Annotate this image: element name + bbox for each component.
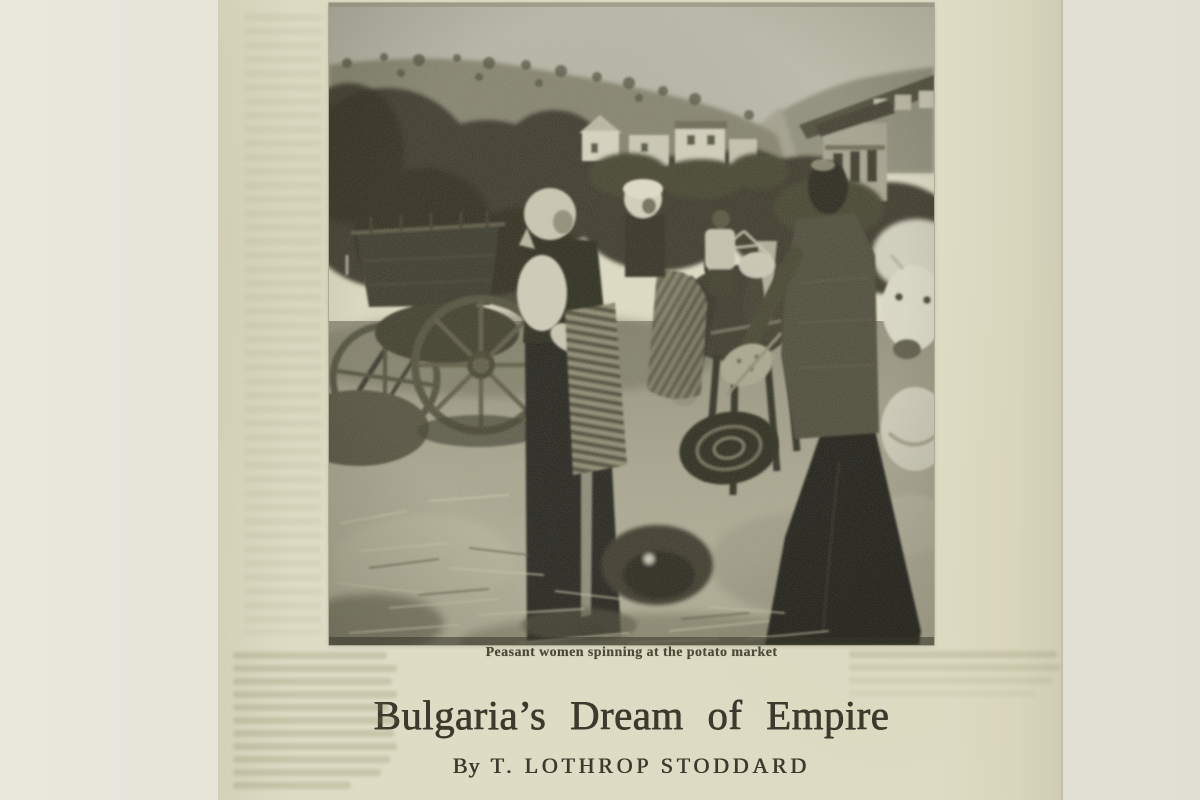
article-title: Bulgaria’s Dream of Empire bbox=[373, 692, 890, 738]
bleed-through-text-bottom-left bbox=[233, 652, 397, 795]
byline-author: T. LOTHROP STODDARD bbox=[490, 753, 811, 778]
byline-prefix: By bbox=[452, 753, 481, 778]
market-photograph bbox=[329, 3, 934, 645]
bleed-through-text-bottom-right bbox=[849, 651, 1061, 703]
bleed-through-left-margin bbox=[245, 14, 321, 634]
book-page bbox=[218, 0, 1063, 800]
photo-caption: Peasant women spinning at the potato market bbox=[485, 645, 778, 660]
photo-figure bbox=[329, 3, 934, 645]
